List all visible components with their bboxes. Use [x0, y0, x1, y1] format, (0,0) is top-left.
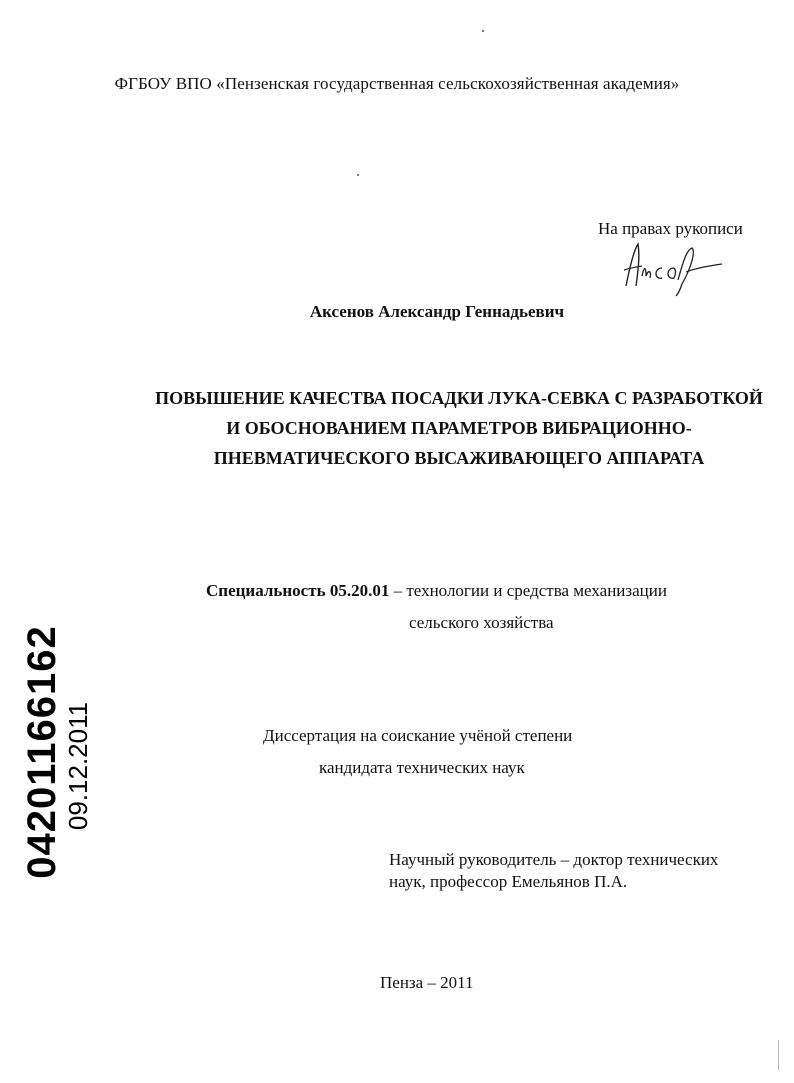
author-name: Аксенов Александр Геннадьевич	[309, 302, 565, 321]
specialty-line-2: сельского хозяйства	[409, 613, 554, 632]
degree-line-2: кандидата технических наук	[319, 758, 525, 777]
degree-line-1: Диссертация на соискание учёной степени	[263, 726, 573, 745]
title-line: ПОВЫШЕНИЕ КАЧЕСТВА ПОСАДКИ ЛУКА-СЕВКА С РАЗРАБОТКОЙ	[155, 388, 763, 408]
scan-speck	[357, 174, 359, 176]
title-line: ПНЕВМАТИЧЕСКОГО ВЫСАЖИВАЮЩЕГО АППАРАТА	[213, 448, 705, 468]
scan-edge-mark	[778, 1040, 779, 1070]
specialty-line-1	[206, 581, 667, 601]
handwritten-signature	[616, 236, 726, 298]
library-stamp-number: 04201166162	[20, 625, 64, 879]
city-year: Пенза – 2011	[380, 973, 474, 992]
specialty-text: – технологии и средства механизации	[389, 581, 667, 600]
institution-name: ФГБОУ ВПО «Пензенская государственная сельскохозяйственная академия»	[114, 74, 680, 93]
dissertation-title	[80, 383, 794, 473]
specialty-label: Специальность 05.20.01	[206, 581, 390, 600]
library-stamp-date: 09.12.2011	[63, 701, 93, 831]
title-line: И ОБОСНОВАНИЕМ ПАРАМЕТРОВ ВИБРАЦИОННО-	[226, 418, 692, 438]
scan-speck	[482, 30, 484, 32]
supervisor-line-2: наук, профессор Емельянов П.А.	[389, 872, 628, 891]
supervisor-line-1: Научный руководитель – доктор технических	[389, 850, 719, 869]
manuscript-rights-note: На правах рукописи	[598, 219, 743, 238]
